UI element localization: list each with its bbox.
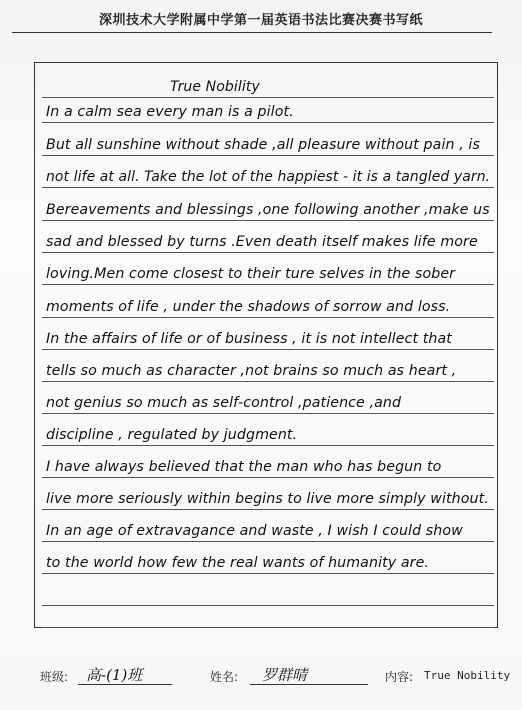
header-rule: [12, 32, 492, 33]
essay-line: [42, 191, 494, 221]
essay-line-text: Bereavements and blessings ,one following another ,make us: [46, 202, 490, 218]
ruled-line: [42, 381, 494, 382]
essay-line: [42, 544, 494, 574]
essay-line: [42, 93, 494, 123]
ruled-line: [42, 220, 494, 221]
essay-line-text: live more seriously within begins to live more simply without.: [46, 491, 489, 507]
essay-title: True Nobility: [170, 79, 260, 95]
essay-line: [42, 512, 494, 542]
sheet-header-title: 深圳技术大学附属中学第一届英语书法比赛决赛书写纸: [98, 13, 423, 28]
ruled-line: [42, 317, 494, 318]
essay-line: [42, 416, 494, 446]
ruled-line: [42, 284, 494, 285]
essay-line: [42, 223, 494, 253]
essay-line: [42, 598, 494, 628]
essay-line: [42, 126, 494, 156]
essay-line-text: discipline , regulated by judgment.: [46, 427, 298, 443]
name-value: 罗群晴: [262, 666, 308, 684]
essay-line: [42, 288, 494, 318]
class-value: 高-(1)班: [86, 666, 143, 684]
ruled-line: [42, 477, 494, 478]
ruled-line: [42, 627, 494, 628]
essay-line-text: In a calm sea every man is a pilot.: [46, 104, 294, 120]
essay-line: [42, 158, 494, 188]
ruled-line: [42, 122, 494, 123]
ruled-line: [42, 413, 494, 414]
content-label: 内容:: [385, 670, 414, 684]
name-label: 姓名:: [210, 670, 239, 684]
ruled-line: [42, 349, 494, 350]
essay-line-text: not genius so much as self-control ,patience ,and: [46, 395, 402, 411]
ruled-line: [42, 187, 494, 188]
name-underline: [250, 684, 368, 685]
essay-line: [42, 255, 494, 285]
essay-line: [42, 320, 494, 350]
essay-line-text: But all sunshine without shade ,all pleasure without pain , is: [46, 137, 480, 153]
content-value: True Nobility: [424, 669, 511, 682]
class-underline: [78, 684, 172, 685]
essay-line-text: tells so much as character ,not brains so much as heart ,: [46, 363, 457, 379]
ruled-line: [42, 155, 494, 156]
essay-line: [42, 448, 494, 478]
ruled-line: [42, 445, 494, 446]
ruled-line: [42, 252, 494, 253]
essay-line-text: In the affairs of life or of business , it is not intellect that: [46, 331, 452, 347]
essay-line: [42, 480, 494, 510]
essay-line-text: sad and blessed by turns .Even death itself makes life more: [46, 234, 478, 250]
essay-line-text: moments of life , under the shadows of sorrow and loss.: [46, 299, 451, 315]
essay-line: [42, 352, 494, 382]
sheet-footer: [0, 664, 522, 688]
essay-line-text: In an age of extravagance and waste , I wish I could show: [46, 523, 463, 539]
essay-line-text: I have always believed that the man who has begun to: [46, 459, 442, 475]
ruled-line: [42, 573, 494, 574]
ruled-line: [42, 541, 494, 542]
ruled-line: [42, 509, 494, 510]
essay-line-text: loving.Men come closest to their ture selves in the sober: [46, 266, 456, 282]
class-label: 班级:: [40, 670, 69, 684]
essay-line-text: to the world how few the real wants of humanity are.: [46, 555, 430, 571]
essay-line: [42, 384, 494, 414]
essay-line-text: not life at all. Take the lot of the happiest - it is a tangled yarn.: [46, 169, 491, 185]
